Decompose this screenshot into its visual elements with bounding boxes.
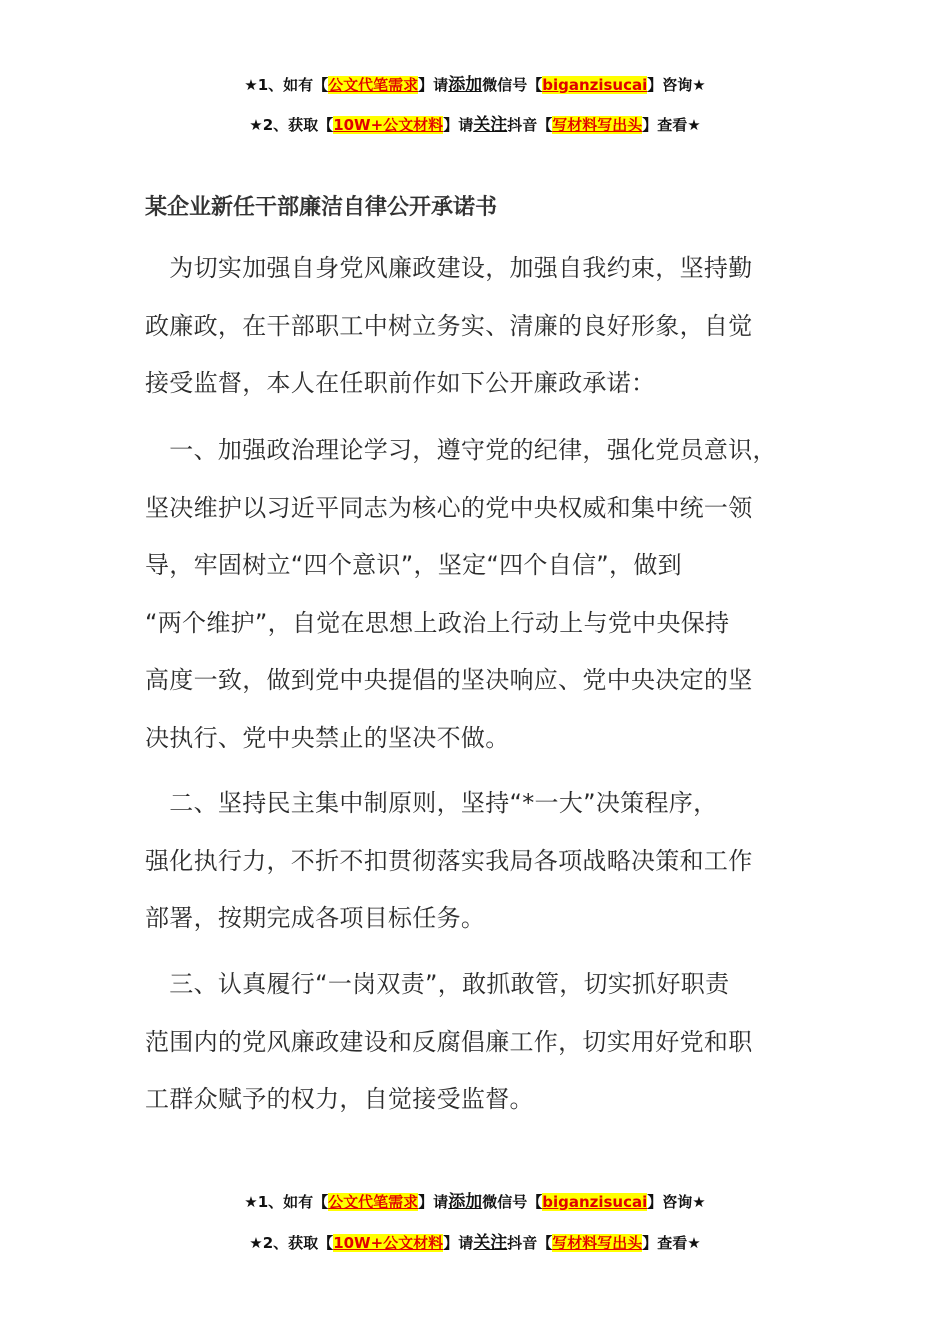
wechat-id: biganzisucai bbox=[542, 76, 648, 94]
promo-line-2-bottom: ★2、获取【10W+公文材料】请关注抖音【写材料写出头】查看★ bbox=[249, 1233, 701, 1253]
paragraph-one: 一、加强政治理论学习，遵守党的纪律，强化党员意识， 坚决维护以习近平同志为核心的党中央权威和集中统一领 导，牢固树立“四个意识”，坚定“四个自信”，做到 “两个维护”，自觉在思想上政治上行动上与党中央保持 高度一致，做到党中央提倡的坚决响应、党中央决定的坚 决执行、党中央禁止的坚决不做。 bbox=[145, 436, 777, 752]
promo-line-2: ★2、获取【10W+公文材料】请关注抖音【写材料写出头】查看★ bbox=[249, 115, 701, 135]
paragraph-two: 二、坚持民主集中制原则，坚持“*一大”决策程序， 强化执行力，不折不扣贯彻落实我局各项战略决策和工作 部署，按期完成各项目标任务。 bbox=[145, 789, 753, 932]
highlight-service: 公文代笔需求 bbox=[328, 76, 419, 94]
douyin-id: 写材料写出头 bbox=[552, 116, 643, 134]
promo-line-1: ★1、如有【公文代笔需求】请添加微信号【biganzisucai】咨询★ bbox=[244, 75, 706, 95]
paragraph-three: 三、认真履行“一岗双责”，敢抓敢管，切实抓好职责 范围内的党风廉政建设和反腐倡廉工作，切实用好党和职 工群众赋予的权力，自觉接受监督。 bbox=[145, 970, 753, 1113]
paragraph-intro: 为切实加强自身党风廉政建设，加强自我约束，坚持勤 政廉政，在干部职工中树立务实、清廉的良好形象，自觉 接受监督，本人在任职前作如下公开廉政承诺： bbox=[145, 254, 753, 397]
highlight-materials: 10W+公文材料 bbox=[333, 116, 444, 134]
promo-line-1-bottom: ★1、如有【公文代笔需求】请添加微信号【biganzisucai】咨询★ bbox=[244, 1192, 706, 1212]
document-title: 某企业新任干部廉洁自律公开承诺书 bbox=[145, 195, 498, 220]
